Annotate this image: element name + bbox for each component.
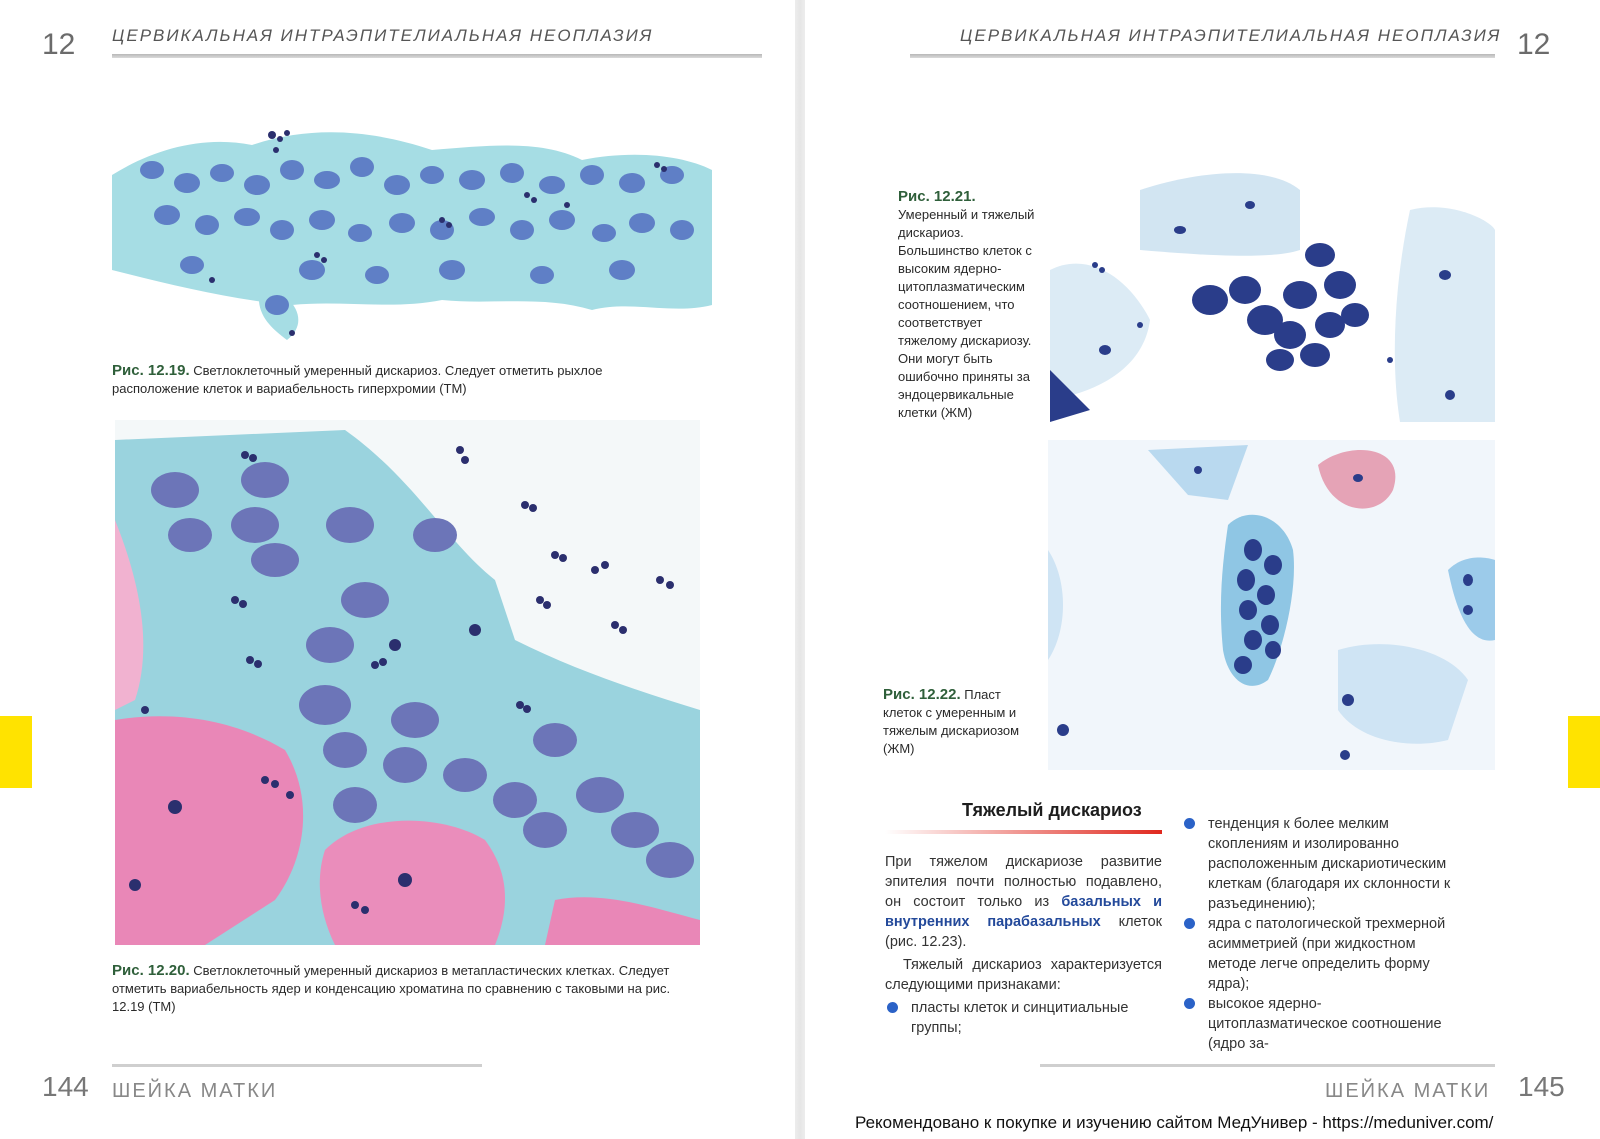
chapter-number: 12 bbox=[42, 28, 76, 61]
bullet-dot bbox=[1184, 998, 1195, 1009]
figure-12-19 bbox=[112, 105, 712, 350]
caption-text-12-22: Пласт клеток с умеренным и тяжелым дискариозом (ЖМ) bbox=[883, 687, 1020, 756]
page-number: 144 bbox=[42, 1071, 89, 1102]
bullet-dot bbox=[1184, 818, 1195, 829]
caption-text-12-21: Умеренный и тяжелый дискариоз. Большинство клеток с высоким ядерно-цитоплазматическим соотношением, что соответствует тяжелому дискариозу. Они могут быть ошибочно приняты за эндоцервикальные клетки (ЖМ) bbox=[898, 207, 1035, 420]
list-item: ядра с патологической трехмерной асимметрией (при жидкостном методе легче определить форму ядра); bbox=[1182, 914, 1457, 994]
paragraph-intro bbox=[885, 852, 1162, 952]
page-number: 145 bbox=[1518, 1071, 1565, 1102]
bullet-dot bbox=[1184, 918, 1195, 929]
paragraph-features: Тяжелый дискариоз характеризуется следующими признаками: bbox=[885, 957, 1162, 993]
running-title: ЦЕРВИКАЛЬНАЯ ИНТРАЭПИТЕЛИАЛЬНАЯ НЕОПЛАЗИЯ bbox=[112, 26, 654, 45]
micrograph-12-19 bbox=[112, 105, 712, 350]
header-rule bbox=[910, 54, 1495, 58]
running-title: ЦЕРВИКАЛЬНАЯ ИНТРАЭПИТЕЛИАЛЬНАЯ НЕОПЛАЗИЯ bbox=[960, 26, 1502, 45]
micrograph-12-21 bbox=[1050, 160, 1495, 422]
bullet-list-col1 bbox=[885, 998, 1162, 1038]
bullet-list-col2 bbox=[1182, 814, 1457, 1054]
figure-12-21 bbox=[1050, 160, 1495, 422]
section-heading-rule bbox=[885, 830, 1162, 834]
caption-text-12-19: Светлоклеточный умеренный дискариоз. Следует отметить рыхлое расположение клеток и вариабельность гиперхромии (ТМ) bbox=[112, 363, 603, 396]
micrograph-12-20 bbox=[115, 420, 700, 945]
caption-12-21 bbox=[898, 188, 1038, 422]
chapter-number: 12 bbox=[1517, 28, 1551, 61]
figure-ref-12-21: Рис. 12.21. bbox=[898, 188, 976, 205]
footer-title: ШЕЙКА МАТКИ bbox=[112, 1080, 278, 1102]
caption-text-12-20: Светлоклеточный умеренный дискариоз в метапластических клетках. Следует отметить вариабельность ядер и конденсацию хроматина по сравнению с таковыми на рис. 12.19 (ТМ) bbox=[112, 963, 671, 1014]
list-item: пласты клеток и синцитиальные группы; bbox=[885, 998, 1162, 1038]
figure-ref-12-22: Рис. 12.22. bbox=[883, 686, 961, 703]
right-page bbox=[805, 0, 1600, 1139]
highlight-cell-types: базальных и внутренних парабазальных bbox=[885, 894, 1162, 930]
footer-title: ШЕЙКА МАТКИ bbox=[1325, 1080, 1491, 1102]
credit-line: Рекомендовано к покупке и изучению сайтом МедУнивер - https://meduniver.com/ bbox=[855, 1113, 1494, 1132]
figure-12-22 bbox=[1048, 440, 1495, 770]
micrograph-12-22 bbox=[1048, 440, 1495, 770]
caption-12-20 bbox=[112, 962, 692, 1016]
list-item: тенденция к более мелким скоплениям и изолированно расположенным дискариотическим клеткам (благодаря их склонности к разъединению); bbox=[1182, 814, 1457, 914]
paragraph-intro-b: клеток (рис. 12.23). bbox=[885, 914, 1162, 950]
footer-rule bbox=[1040, 1064, 1495, 1067]
caption-12-19 bbox=[112, 362, 692, 398]
section-heading: Тяжелый дискариоз bbox=[962, 800, 1142, 820]
header-rule bbox=[112, 54, 762, 58]
figure-ref-12-20: Рис. 12.20. bbox=[112, 962, 190, 979]
chapter-tab bbox=[0, 716, 32, 788]
figure-ref-12-19: Рис. 12.19. bbox=[112, 362, 190, 379]
left-page bbox=[0, 0, 795, 1139]
caption-12-22 bbox=[883, 686, 1038, 758]
footer-rule bbox=[112, 1064, 482, 1067]
list-item: высокое ядерно-цитоплазматическое соотношение (ядро за- bbox=[1182, 994, 1457, 1054]
figure-12-20 bbox=[115, 420, 700, 945]
chapter-tab bbox=[1568, 716, 1600, 788]
paragraph-intro-a: При тяжелом дискариозе развитие эпителия почти полностью подавлено, он состоит только из bbox=[885, 854, 1162, 910]
bullet-dot bbox=[887, 1002, 898, 1013]
